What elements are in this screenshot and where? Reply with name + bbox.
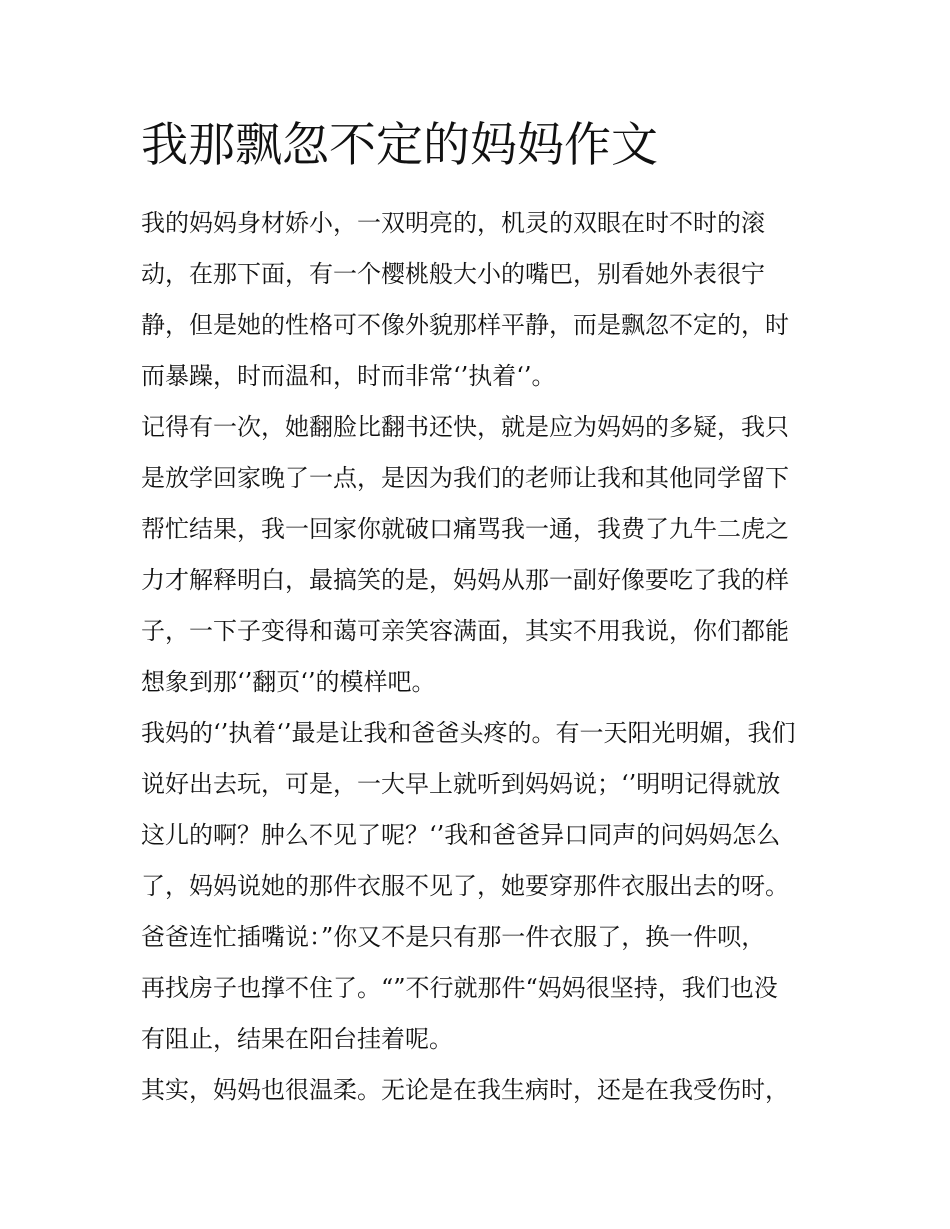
- text-line: 我妈的‘’执着‘’最是让我和爸爸头疼的。有一天阳光明媚，我们: [141, 719, 796, 747]
- document-body: [141, 198, 821, 1116]
- text-line: 说好出去玩，可是，一大早上就听到妈妈说；‘’明明记得就放: [141, 770, 781, 798]
- text-line: 动，在那下面，有一个樱桃般大小的嘴巴，别看她外表很宁: [141, 260, 765, 288]
- text-line: 这儿的啊？肿么不见了呢？‘’我和爸爸异口同声的问妈妈怎么: [141, 821, 781, 849]
- text-line: 想象到那‘’翻页‘’的模样吧。: [141, 668, 436, 696]
- text-line: 再找房子也撑不住了。“”不行就那件“妈妈很坚持，我们也没: [141, 974, 778, 1002]
- text-line: 有阻止，结果在阳台挂着呢。: [141, 1025, 453, 1053]
- document-title: 我那飘忽不定的妈妈作文: [141, 118, 658, 173]
- text-line: 帮忙结果，我一回家你就破口痛骂我一通，我费了九牛二虎之: [141, 515, 789, 543]
- text-line: 爸爸连忙插嘴说：”你又不是只有那一件衣服了，换一件呗，: [141, 923, 766, 951]
- text-line: 子，一下子变得和蔼可亲笑容满面，其实不用我说，你们都能: [141, 617, 789, 645]
- text-line: 是放学回家晚了一点，是因为我们的老师让我和其他同学留下: [141, 464, 789, 492]
- text-line: 静，但是她的性格可不像外貌那样平静，而是飘忽不定的，时: [141, 311, 789, 339]
- text-line: 其实，妈妈也很温柔。无论是在我生病时，还是在我受伤时，: [141, 1076, 789, 1104]
- text-line: 记得有一次，她翻脸比翻书还快，就是应为妈妈的多疑，我只: [141, 413, 789, 441]
- text-line: 了，妈妈说她的那件衣服不见了，她要穿那件衣服出去的呀。: [141, 872, 789, 900]
- text-line: 力才解释明白，最搞笑的是，妈妈从那一副好像要吃了我的样: [141, 566, 789, 594]
- text-line: 而暴躁，时而温和，时而非常‘’执着‘’。: [141, 362, 556, 390]
- text-line: 我的妈妈身材娇小，一双明亮的，机灵的双眼在时不时的滚: [141, 209, 765, 237]
